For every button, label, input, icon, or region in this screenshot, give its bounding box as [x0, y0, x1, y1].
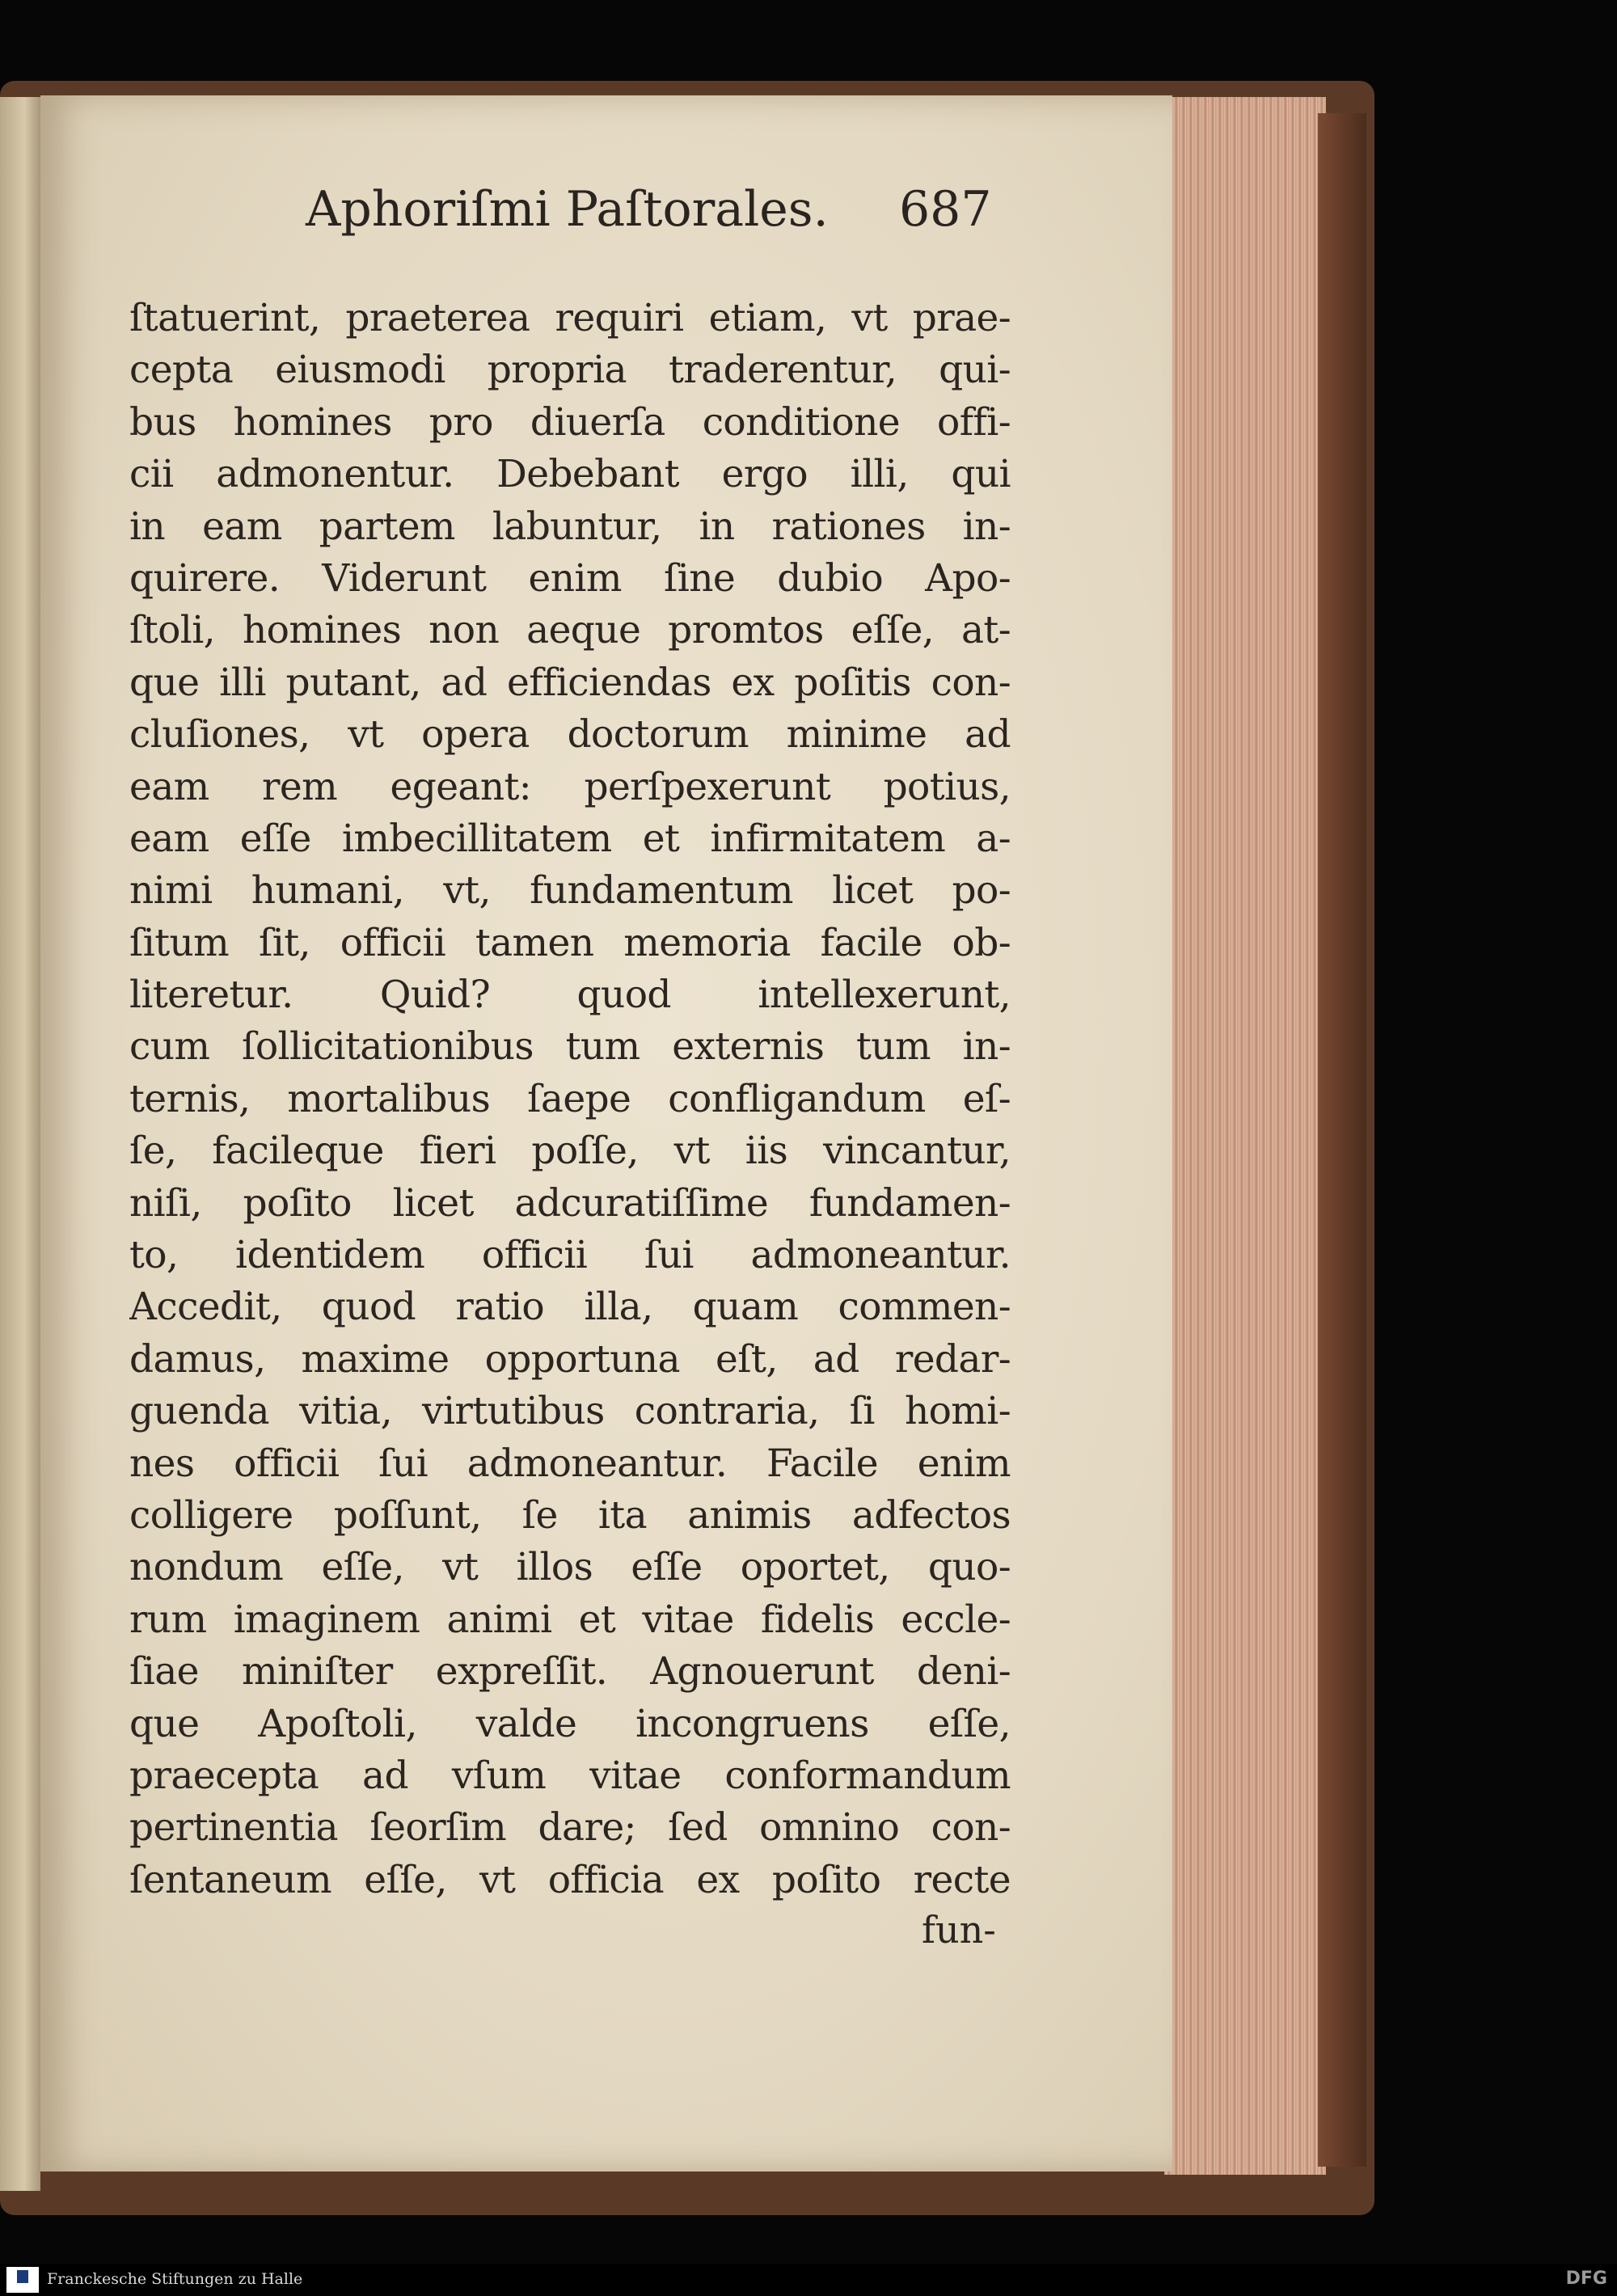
text-line: guenda vitia, virtutibus contraria, ſi homi- — [129, 1389, 1011, 1434]
text-line: ſitum ſit, officii tamen memoria facile ob- — [129, 920, 1011, 965]
text-line: bus homines pro diuerſa conditione offi- — [129, 399, 1011, 445]
text-line: nimi humani, vt, fundamentum licet po- — [129, 868, 1011, 914]
binding-edge — [1318, 113, 1366, 2167]
text-line: rum imaginem animi et vitae fidelis eccle- — [129, 1597, 1011, 1642]
text-line: colligere poſſunt, ſe ita animis adfectos — [129, 1492, 1011, 1538]
text-line: Accedit, quod ratio illa, quam commen- — [129, 1285, 1011, 1330]
text-line: cum ſollicitationibus tum externis tum in- — [129, 1024, 1011, 1070]
facing-page-edge — [0, 97, 40, 2191]
text-line: que illi putant, ad efficiendas ex poſitis con- — [129, 660, 1011, 705]
page-block-fore-edge — [1164, 97, 1326, 2175]
text-line: ſtatuerint, praeterea requiri etiam, vt prae- — [129, 296, 1011, 340]
text-line: cluſiones, vt opera doctorum minime ad — [129, 712, 1011, 758]
running-head-title: Aphoriſmi Paſtorales. — [306, 181, 829, 238]
text-line: ſiae miniſter expreſſit. Agnouerunt deni- — [129, 1649, 1011, 1695]
dfg-logo: DFG — [1565, 2269, 1607, 2289]
text-line: to, identidem officii ſui admoneantur. — [129, 1233, 1011, 1278]
running-head — [0, 181, 1617, 254]
viewer-footer — [0, 2264, 1617, 2296]
text-line: pertinentia ſeorſim dare; ſed omnino con- — [129, 1805, 1011, 1851]
text-line: ſe, facileque fieri poſſe, vt iis vincantur, — [129, 1129, 1011, 1174]
text-line: nondum eſſe, vt illos eſſe oportet, quo- — [129, 1545, 1011, 1590]
text-line: damus, maxime opportuna eſt, ad redar- — [129, 1336, 1011, 1382]
text-line: cii admonentur. Debebant ergo illi, qui — [129, 452, 1011, 497]
text-line: ſtoli, homines non aeque promtos eſſe, at- — [129, 608, 1011, 653]
text-line: cepta eiusmodi propria traderentur, qui- — [129, 348, 1011, 393]
text-line: ſentaneum eſſe, vt officia ex poſito recte — [129, 1857, 1011, 1902]
institution-logo-icon — [6, 2267, 39, 2293]
text-line: in eam partem labuntur, in rationes in- — [129, 504, 1011, 549]
text-line: praecepta ad vſum vitae conformandum — [129, 1753, 1011, 1798]
body-text — [129, 293, 1011, 1906]
text-line: eam eſſe imbecillitatem et infirmitatem a- — [129, 816, 1011, 861]
text-line: literetur. Quid? quod intellexerunt, — [129, 973, 1011, 1018]
institution-label: Franckesche Stiftungen zu Halle — [47, 2270, 303, 2288]
text-line: que Apoſtoli, valde incongruens eſſe, — [129, 1701, 1011, 1746]
catchword: fun- — [922, 1908, 996, 1952]
text-line: nes officii ſui admoneantur. Facile enim — [129, 1441, 1011, 1486]
text-line: niſi, poſito licet adcuratiſſime fundamen- — [129, 1180, 1011, 1226]
text-line: eam rem egeant: perſpexerunt potius, — [129, 764, 1011, 809]
text-line: ternis, mortalibus ſaepe confligandum eſ- — [129, 1076, 1011, 1121]
page-number: 687 — [899, 181, 992, 238]
text-line: quirere. Viderunt enim ſine dubio Apo- — [129, 555, 1011, 601]
